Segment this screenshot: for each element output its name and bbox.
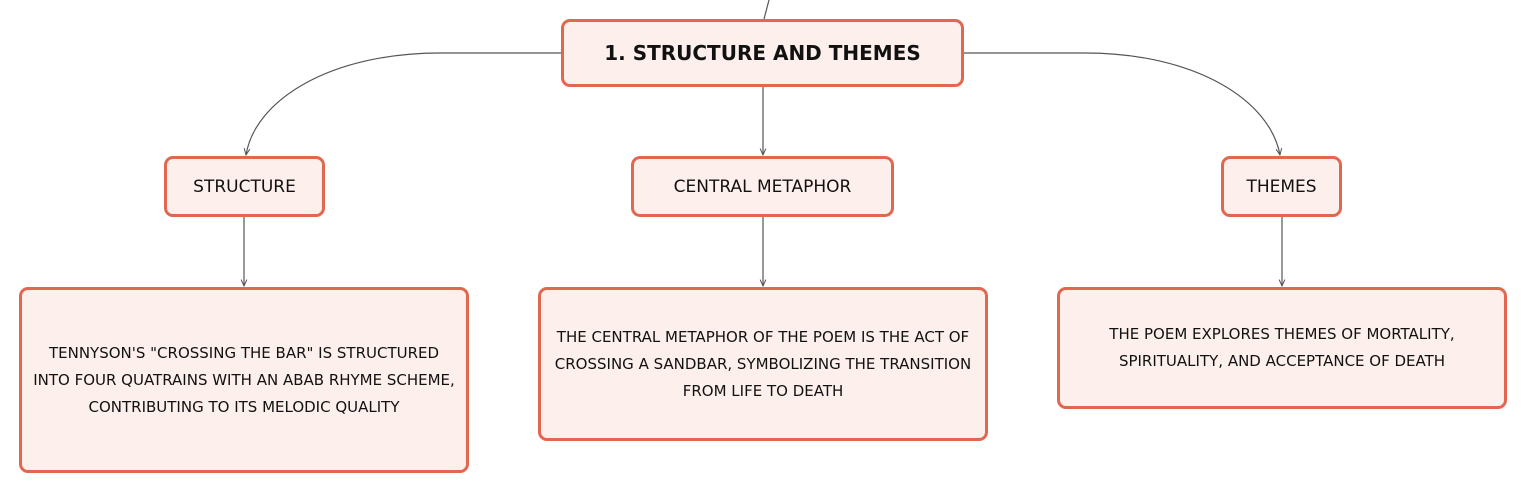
detail-node-text: THE CENTRAL METAPHOR OF THE POEM IS THE ACT OF CROSSING A SANDBAR, SYMBOLIZING THE TRANSITION FROM LIFE TO DEATH	[554, 327, 972, 400]
connector-root-structure	[246, 53, 561, 155]
detail-node-themes[interactable]	[1057, 287, 1507, 409]
detail-node-central-metaphor[interactable]	[538, 287, 988, 441]
connector-root-themes	[964, 53, 1280, 155]
branch-node-central-metaphor[interactable]	[631, 156, 894, 217]
branch-node-themes[interactable]	[1221, 156, 1342, 217]
branch-node-structure[interactable]	[164, 156, 325, 217]
branch-node-label: CENTRAL METAPHOR	[673, 176, 852, 197]
detail-node-text: THE POEM EXPLORES THEMES OF MORTALITY, SPIRITUALITY, AND ACCEPTANCE OF DEATH	[1109, 325, 1455, 370]
parent-connector	[764, 0, 769, 19]
branch-node-label: STRUCTURE	[193, 176, 296, 197]
branch-node-label: THEMES	[1246, 176, 1317, 197]
detail-node-structure[interactable]	[19, 287, 469, 473]
root-node-label: 1. STRUCTURE AND THEMES	[604, 41, 921, 65]
root-node[interactable]	[561, 19, 964, 87]
detail-node-text: TENNYSON'S "CROSSING THE BAR" IS STRUCTURED INTO FOUR QUATRAINS WITH AN ABAB RHYME SCHEME, CONTRIBUTING TO ITS MELODIC QUALITY	[33, 343, 455, 416]
